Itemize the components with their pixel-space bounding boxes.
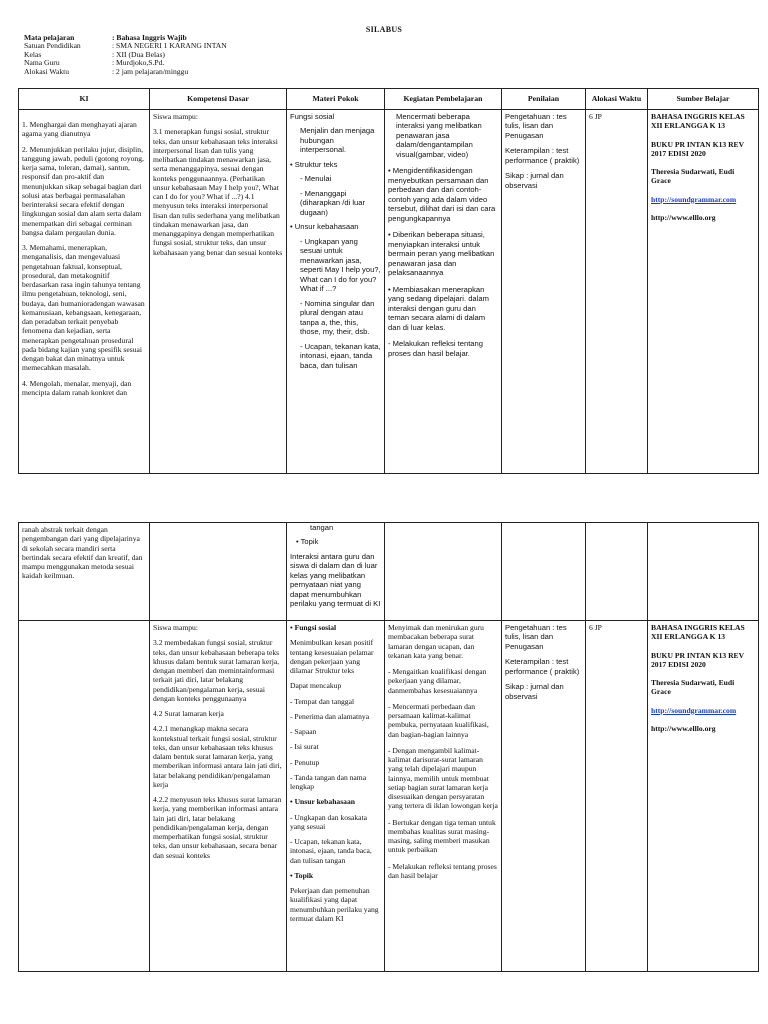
kegiatan-item: • Membiasakan menerapkan yang sedang dipelajari. dalam interaksi dengan guru dan teman secara alami di dalam dan di luar kelas.: [388, 285, 498, 332]
meta-label: Kelas: [24, 49, 42, 59]
meta-row: [24, 50, 384, 58]
materi-list-item: - Isi surat: [290, 742, 319, 752]
header-penilaian: Penilaian: [502, 89, 586, 110]
penilaian-item: Pengetahuan : tes tulis, lisan dan Penugasan: [505, 112, 567, 140]
kd-intro: Siswa mampu:: [153, 112, 198, 121]
table-row: [19, 523, 759, 621]
penilaian-cell: [502, 110, 586, 474]
penilaian-cell: [502, 621, 586, 972]
syllabus-meta: [24, 33, 384, 75]
penilaian-item: Keterampilan : test performance ( praktik): [505, 146, 580, 165]
kd-cell: [150, 110, 287, 474]
materi-dapat: Dapat mencakup: [290, 681, 342, 691]
materi-fungsi-sosial: Fungsi sosial: [290, 112, 335, 121]
materi-ungkapan: - Ungkapan yang sesuai untuk menawarkan jasa, seperti May I help you?, What can I do for you? What if ...?: [290, 237, 381, 294]
meta-label: Alokasi Waktu: [24, 66, 70, 76]
sumber-item: BAHASA INGGRIS KELAS XII ERLANGGA K 13: [651, 623, 745, 642]
meta-value: : SMA NEGERI 1 KARANG INTAN: [112, 41, 227, 51]
kegiatan-item: - Melakukan refleksi tentang proses dan hasil belajar.: [388, 339, 498, 358]
materi-list-item: - Penutup: [290, 757, 320, 767]
header-alokasi-waktu: Alokasi Waktu: [586, 89, 648, 110]
sumber-item: BUKU PR INTAN K13 REV 2017 EDISI 2020: [651, 650, 744, 669]
kd-item: 3.1 menerapkan fungsi sosial, struktur teks, dan unsur kebahasaan teks interaksi interpersonal lisan dan tulis yang melibatkan tindakan menawarkan jasa, serta menanggapinya, sesuai dengan konteks penggunaannya. (Perhatikan unsur kebahasaan May I help you?, What can I do for you? What if ...?) 4.1 menyusun teks interaksi interpersonal lisan dan tulis sederhana yang melibatkan tindakan menawarkan jasa, dan menanggapinya dengan memperhatikan fungsi sosial, struktur teks, dan unsur kebahasaan yang benar dan sesuai konteks: [153, 127, 283, 257]
ki-item: 1. Menghargai dan menghayati ajaran agama yang dianutnya: [22, 120, 137, 139]
sumber-cell: [648, 621, 759, 972]
materi-nomina: - Nomina singular dan plural dengan atau tanpa a, the, this, those, my, their, dsb.: [290, 299, 381, 337]
meta-value: : Murdjoko,S.Pd.: [112, 58, 165, 68]
materi-cell: [287, 110, 385, 474]
materi-unsur: • Unsur kebahasaan: [290, 222, 381, 231]
alokasi-cell: 6 JP: [586, 110, 648, 474]
meta-value: : 2 jam pelajaran/minggu: [112, 66, 189, 76]
kegiatan-item: - Dengan mengambil kalimat-kalimat darisurat-surat lamaran yang telah dipelajari maupun lainnya, memilih untuk membuat setiap bagian surat lamaran kerja disesuaikan dengan persyaratan yang tertera di iklan lowongan kerja: [388, 745, 498, 811]
penilaian-item: Sikap : jurnal dan observasi: [505, 682, 564, 701]
materi-topik: • Topik: [290, 871, 381, 880]
table-row: [19, 110, 759, 474]
meta-row: [24, 33, 384, 41]
materi-ucapan: - Ucapan, tekanan kata, intonasi, ejaan, tanda baca, dan tulisan: [290, 342, 381, 370]
meta-label: Mata pelajaran: [24, 33, 75, 42]
header-kompetensi-dasar: Kompetensi Dasar: [150, 89, 287, 110]
meta-value: : Bahasa Inggris Wajib: [112, 33, 187, 42]
materi-tangan: tangan: [310, 523, 334, 532]
kegiatan-item: Mencermati beberapa interaksi yang melibatkan penawaran jasa dalam/dengantampilan visual(gambar, video): [396, 112, 482, 159]
kegiatan-item: Menyimak dan menirukan guru membacakan beberapa surat lamaran dengan ucapan, dan tekanan kata yang benar.: [388, 623, 484, 660]
ki-cell-continued: ranah abstrak terkait dengan pengembangan dari yang dipelajarinya di sekolah secara mandiri serta bertindak secara efektif dan kreatif, dan mampu menggunakan metoda sesuai kaidah keilmuan.: [19, 523, 150, 621]
kd-item: 4.2 Surat lamaran kerja: [153, 709, 224, 718]
kegiatan-item: • Diberikan beberapa situasi, menyiapkan interaksi untuk bermain peran yang melibatkan penawaran jasa dan pelaksanaannya: [388, 230, 498, 277]
materi-fungsi-desc: Menimbulkan kesan positif tentang kesesuaian pelamar dengan pekerjaan yang dilamar Struktur teks: [290, 638, 374, 675]
kegiatan-item: - Mengaitkan kualifikasi dengan pekerjaan yang dilamar, danmembahas kesesuaiannya: [388, 667, 487, 695]
kd-item: 3.2 membedakan fungsi sosial, struktur teks, dan unsur kebahasaan beberapa teks khusus dalam bentuk surat lamaran kerja, dengan memberi dan memintainformasi terkait jati diri, latar belakang pendidikan/pengalaman kerja, sesuai dengan konteks penggunaanya: [153, 638, 280, 703]
materi-unsur-item: - Ungkapan dan kosakata yang sesuai: [290, 812, 367, 831]
kegiatan-item: • Mengidentifikasidengan menyebutkan persamaan dan perbedaan dan dari contoh-contoh yang ada dalam video tersebut, dilihat dari isi dan cara pengungkapannya: [388, 166, 498, 223]
soundgrammar-link[interactable]: http://soundgrammar.com: [651, 194, 737, 204]
meta-label: Satuan Pendidikan: [24, 41, 81, 51]
kd-item: 4.2.1 menangkap makna secara kontekstual terkait fungsi sosial, struktur teks, dan unsur kebahasaan teks khusus dalam bentuk surat lamaran kerja, yang memberikan informasi antara lain jati diri, latar belakang pendidikan/pengalaman kerja: [153, 724, 282, 789]
materi-topik: • Topik: [290, 537, 381, 546]
materi-cell-continued: [287, 523, 385, 621]
materi-list-item: - Sapaan: [290, 727, 317, 736]
document-title: SILABUS: [365, 25, 403, 34]
materi-menanggapi: - Menanggapi (diharapkan /di luar dugaan): [290, 189, 381, 217]
kegiatan-item: - Melakukan refleksi tentang proses dan hasil belajar: [388, 861, 497, 880]
alokasi-cell: 6 JP: [586, 621, 648, 972]
alokasi-cell-empty: [586, 523, 648, 621]
meta-row: [24, 58, 384, 66]
materi-topik-desc: Pekerjaan dan pemenuhan kualifikasi yang dapat menumbuhkan perilaku yang termuat dalam KI: [290, 886, 379, 923]
ki-item: 2. Menunjukkan perilaku jujur, disiplin, tanggung jawab, peduli (gotong royong, kerja sama, toleran, damai), santun, responsif dan pro-aktif dan menunjukkan sikap sebagai bagian dari solusi atas berbagai permasalahan berinteraksi secara efektif dengan lingkungan sosial dan alam serta dalam menempatkan diri sebagai cerminan bangsa dalam pergaulan dunia.: [22, 144, 144, 237]
sumber-cell: [648, 110, 759, 474]
materi-cell: [287, 621, 385, 972]
materi-list-item: - Penerima dan alamatnya: [290, 711, 370, 721]
materi-topik-desc: Interaksi antara guru dan siswa di dalam dan di luar kelas yang melibatkan pernyataan niat yang dapat menumbuhkan perilaku yang termuat di KI: [290, 551, 381, 609]
kegiatan-item: - Mencermati perbedaan dan persamaan kalimat-kalimat pembuka, pernyataan kualifikasi, dan bagian-bagian lainnya: [388, 701, 489, 739]
kegiatan-cell: [385, 110, 502, 474]
sumber-item: Theresia Sudarwati, Eudi Grace: [651, 167, 735, 186]
kd-item: 4.2.2 menyusun teks khusus surat lamaran kerja, yang memberikan informasi antara lain jati diri, latar belakang pendidikan/pengalaman kerja, dengan memperhatikan fungsi sosial, struktur teks, dan unsur kebahasaan, secara benar dan sesuai konteks: [153, 795, 282, 860]
header-materi-pokok: Materi Pokok: [287, 89, 385, 110]
materi-struktur: • Struktur teks: [290, 160, 381, 169]
meta-value: : XII (Dua Belas): [112, 49, 165, 59]
header-sumber-belajar: Sumber Belajar: [648, 89, 759, 110]
elllo-link-text: http://www.elllo.org: [651, 723, 716, 733]
sumber-item: BUKU PR INTAN K13 REV 2017 EDISI 2020: [651, 139, 744, 158]
meta-row: [24, 67, 384, 75]
kd-cell-empty: [150, 523, 287, 621]
elllo-link-text: http://www.elllo.org: [651, 212, 716, 222]
materi-menulai: - Menulai: [290, 174, 381, 183]
kegiatan-cell: [385, 621, 502, 972]
penilaian-item: Sikap : jurnal dan observasi: [505, 171, 564, 190]
table-header-row: [19, 89, 759, 110]
penilaian-item: Keterampilan : test performance ( praktik): [505, 657, 580, 676]
meta-row: [24, 41, 384, 49]
materi-fungsi-desc: Menjalin dan menjaga hubungan interpersonal.: [300, 126, 375, 155]
header-kegiatan: Kegiatan Pembelajaran: [385, 89, 502, 110]
meta-label: Nama Guru: [24, 58, 60, 68]
ki-cell-empty: [19, 621, 150, 972]
materi-unsur: • Unsur kebahasaan: [290, 797, 381, 806]
ki-cell: [19, 110, 150, 474]
materi-unsur-item: - Ucapan, tekanan kata, intonasi, ejaan, tanda baca, dan tulisan tangan: [290, 837, 372, 865]
materi-list-item: - Tempat dan tanggal: [290, 696, 355, 706]
materi-list-item: - Tanda tangan dan nama lengkap: [290, 772, 367, 791]
syllabus-table-part-1: [18, 88, 759, 474]
ki-item: 4. Mengolah, menalar, menyaji, dan mencipta dalam ranah konkret dan: [22, 378, 132, 397]
table-row: [19, 621, 759, 972]
header-ki: KI: [19, 89, 150, 110]
kegiatan-cell-empty: [385, 523, 502, 621]
ki-item: 3. Memahami, menerapkan, menganalisis, dan mengevaluasi pengetahuan faktual, konseptual, prosedural, dan metakognitif berdasarkan rasa ingin tahunya tentang ilmu pengetahuan, teknologi, seni, budaya, dan humanioradengan wawasan kemanusiaan, kebangsaan, kenegaraan, dan peradaban terkait penyebab fenomena dan kejadian, serta menerapkan pengetahuan prosedural pada bidang kajian yang spesifik sesuai dengan bakat dan minatnya untuk memecahkan masalah.: [22, 243, 145, 373]
sumber-cell-empty: [648, 523, 759, 621]
penilaian-cell-empty: [502, 523, 586, 621]
materi-fungsi: • Fungsi sosial: [290, 623, 381, 632]
kd-cell: [150, 621, 287, 972]
penilaian-item: Pengetahuan : tes tulis, lisan dan Penugasan: [505, 623, 567, 651]
sumber-item: BAHASA INGGRIS KELAS XII ERLANGGA K 13: [651, 112, 745, 131]
soundgrammar-link[interactable]: http://soundgrammar.com: [651, 705, 737, 715]
kd-intro: Siswa mampu:: [153, 623, 198, 632]
kegiatan-item: - Bertukar dengan tiga teman untuk membahas kualitas surat masing- masing, saling memberi masukan untuk perbaikan: [388, 817, 496, 855]
sumber-item: Theresia Sudarwati, Eudi Grace: [651, 678, 735, 697]
syllabus-table-part-2: [18, 522, 759, 972]
